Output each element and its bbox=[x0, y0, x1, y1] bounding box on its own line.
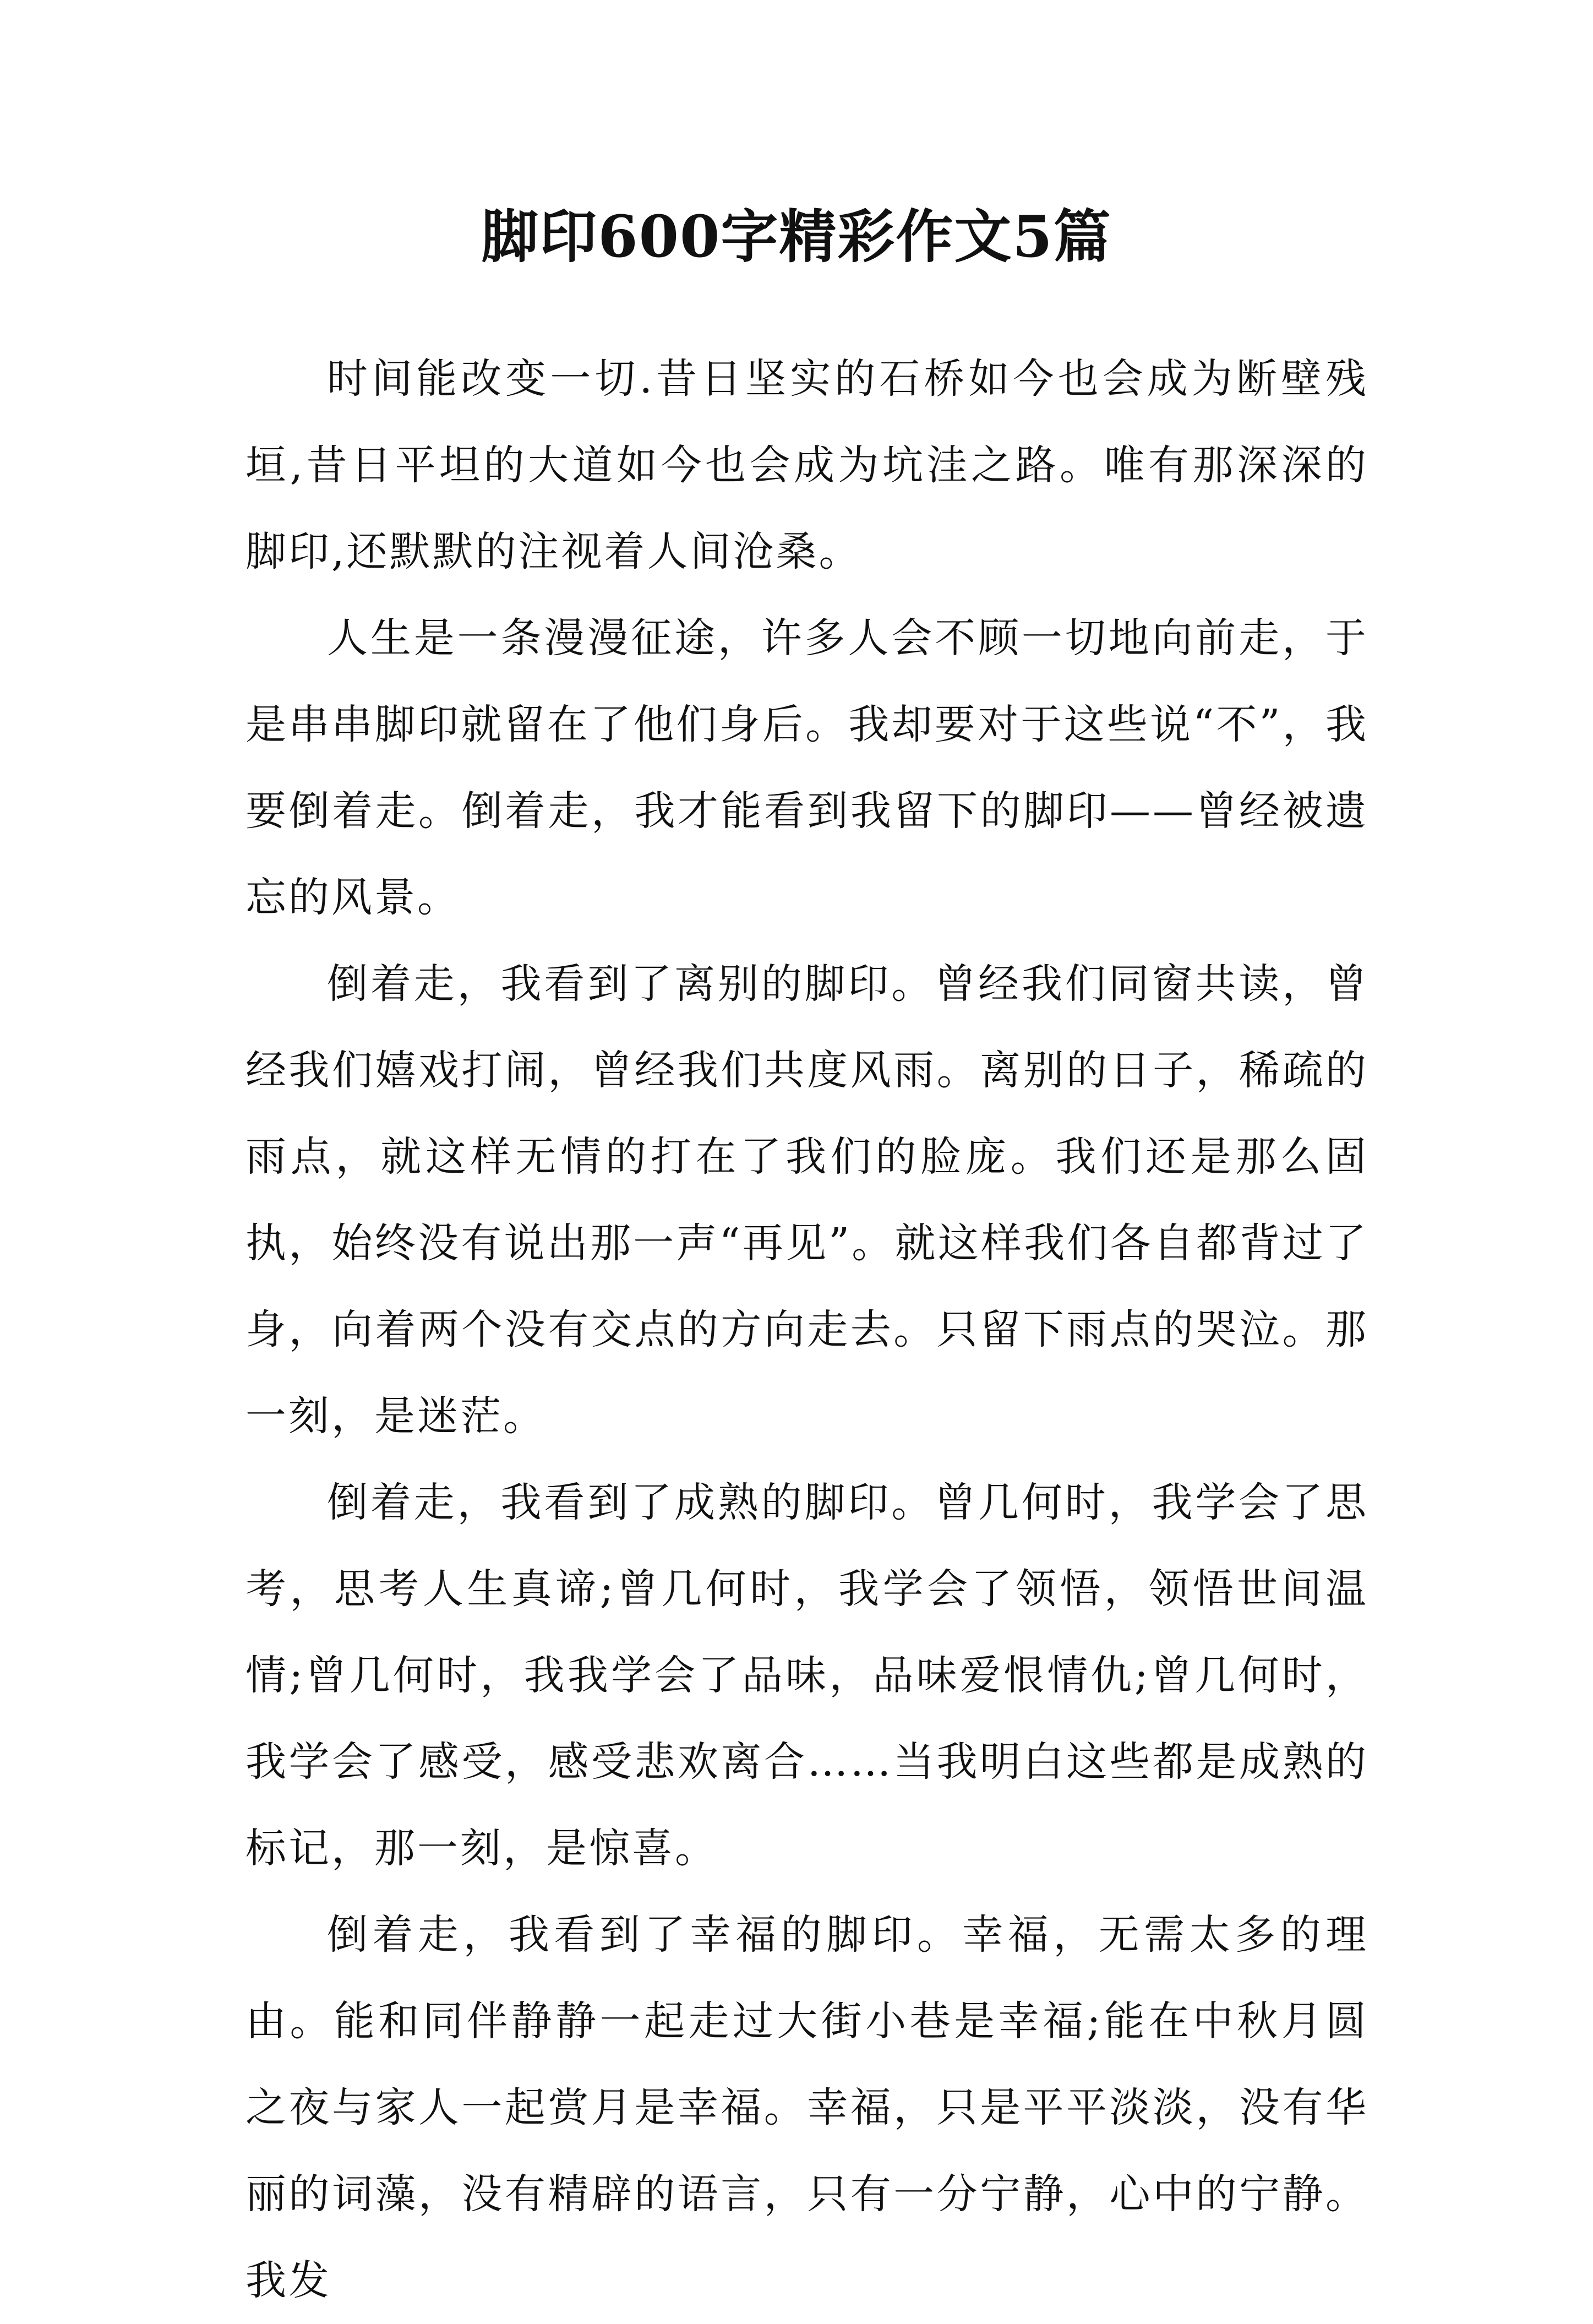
paragraph-2: 人生是一条漫漫征途，许多人会不顾一切地向前走，于是串串脚印就留在了他们身后。我却要对于这些说“不”，我要倒着走。倒着走，我才能看到我留下的脚印——曾经被遗忘的风景。 bbox=[246, 614, 1368, 921]
document-title: 脚印600字精彩作文5篇 bbox=[481, 203, 1112, 270]
paragraph-4: 倒着走，我看到了成熟的脚印。曾几何时，我学会了思考，思考人生真谛;曾几何时，我学会了领悟，领悟世间温情;曾几何时，我我学会了品味，品味爱恨情仇;曾几何时，我学会了感受，感受悲欢离合……当我明白这些都是成熟的标记，那一刻，是惊喜。 bbox=[246, 1479, 1368, 1872]
document-body bbox=[246, 336, 1368, 2324]
paragraph-1: 时间能改变一切.昔日坚实的石桥如今也会成为断壁残垣,昔日平坦的大道如今也会成为坑洼之路。唯有那深深的脚印,还默默的注视着人间沧桑。 bbox=[246, 355, 1368, 575]
paragraph-3: 倒着走，我看到了离别的脚印。曾经我们同窗共读，曾经我们嬉戏打闹，曾经我们共度风雨。离别的日子，稀疏的雨点，就这样无情的打在了我们的脸庞。我们还是那么固执，始终没有说出那一声“再见”。就这样我们各自都背过了身，向着两个没有交点的方向走去。只留下雨点的哭泣。那一刻，是迷茫。 bbox=[246, 960, 1368, 1440]
paragraph-5: 倒着走，我看到了幸福的脚印。幸福，无需太多的理由。能和同伴静静一起走过大街小巷是幸福;能在中秋月圆之夜与家人一起赏月是幸福。幸福，只是平平淡淡，没有华丽的词藻，没有精辟的语言，只有一分宁静，心中的宁静。我发 bbox=[246, 1911, 1368, 2304]
